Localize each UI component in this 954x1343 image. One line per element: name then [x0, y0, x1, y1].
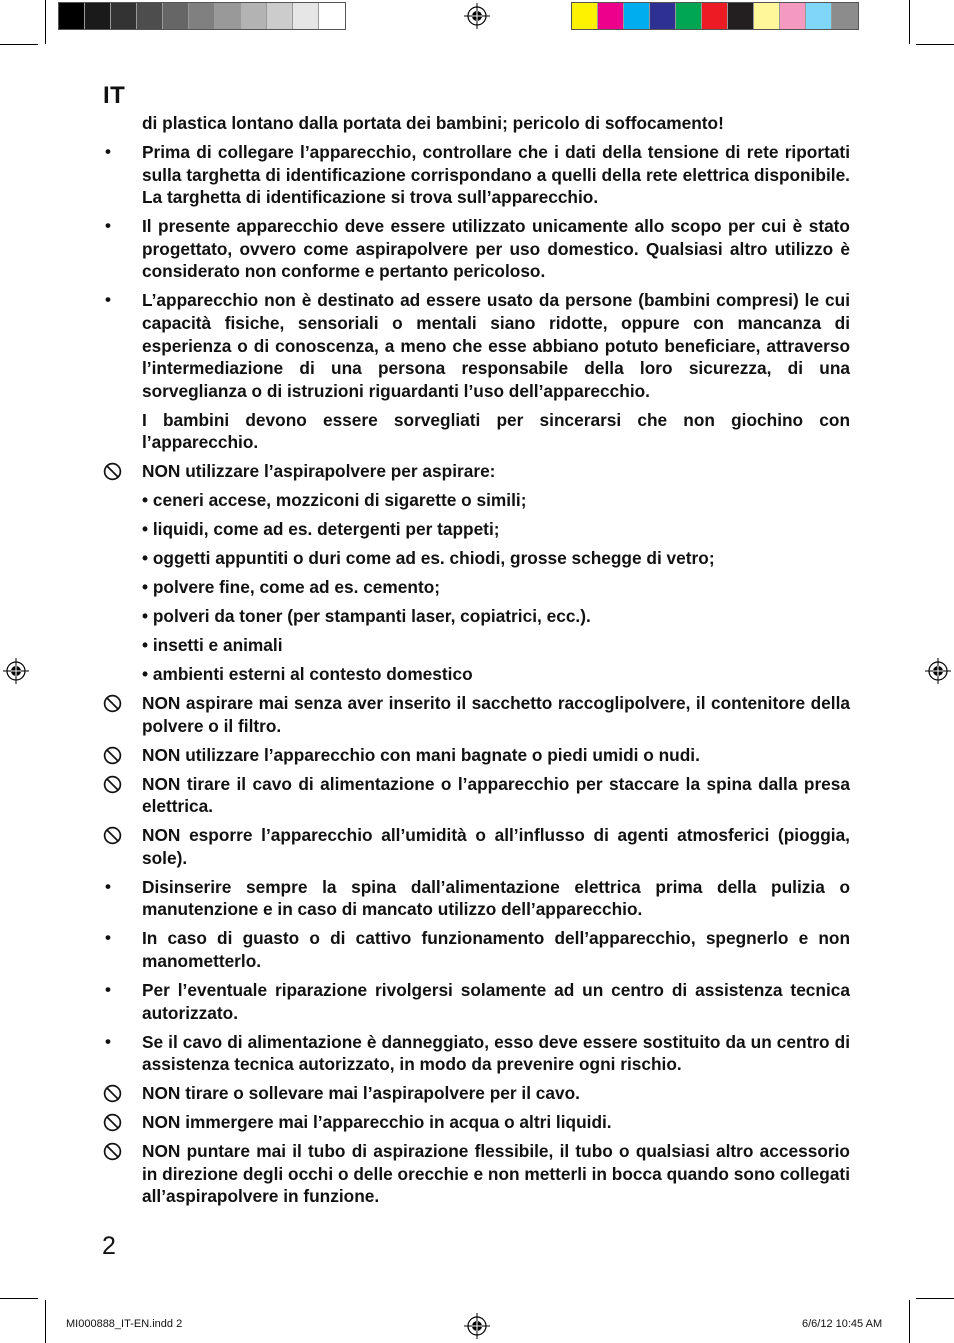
- bullet-icon: •: [105, 928, 111, 948]
- gray-swatch: [59, 3, 85, 29]
- bullet-icon: •: [105, 216, 111, 236]
- gray-swatch: [111, 3, 137, 29]
- bullet-item: [102, 141, 850, 209]
- item-text: NON puntare mai il tubo di aspirazione flessibile, il tubo o qualsiasi altro accessorio in direzione degli occhi o delle orecchie e non metterli in bocca quando sono collegati all’aspirapolvere in funzione.: [142, 1141, 850, 1207]
- gray-swatch: [163, 3, 189, 29]
- process-swatch: [780, 3, 806, 29]
- item-text: Prima di collegare l’apparecchio, controllare che i dati della tensione di rete riportati sulla targhetta di identificazione corrispondano a quelli della rete elettrica disponibile. La targhetta di identificazione si trova sull’apparecchio.: [142, 141, 850, 208]
- gray-swatch: [241, 3, 267, 29]
- item-text: • ceneri accese, mozziconi di sigarette o simili;: [142, 490, 527, 511]
- prohibition-icon: [103, 746, 122, 765]
- text-item: [102, 576, 850, 599]
- safety-instructions: [102, 112, 850, 1214]
- text-item: [102, 489, 850, 512]
- text-item: [102, 112, 850, 135]
- item-text: • polveri da toner (per stampanti laser, copiatrici, ecc.).: [142, 606, 591, 627]
- gray-swatch: [85, 3, 111, 29]
- footer-file-name: MI000888_IT-EN.indd 2: [66, 1318, 183, 1330]
- process-swatch: [650, 3, 676, 29]
- item-text: NON utilizzare l’aspirapolvere per aspirare:: [142, 461, 496, 482]
- crop-mark-top-right-vertical: [909, 0, 910, 44]
- process-swatch: [702, 3, 728, 29]
- process-swatch: [806, 3, 832, 29]
- gray-color-bar: [58, 2, 346, 30]
- registration-mark-top-icon: [464, 3, 490, 29]
- process-swatch: [832, 3, 858, 29]
- text-item: [102, 605, 850, 628]
- item-text: NON esporre l’apparecchio all’umidità o all’influsso di agenti atmosferici (pioggia, sole).: [142, 825, 850, 868]
- item-text: • oggetti appuntiti o duri come ad es. chiodi, grosse schegge di vetro;: [142, 548, 715, 569]
- gray-swatch: [267, 3, 293, 29]
- gray-swatch: [319, 3, 345, 29]
- text-item: [102, 518, 850, 541]
- language-code: IT: [103, 82, 126, 109]
- crop-mark-top-right-horizontal: [916, 44, 954, 45]
- crop-mark-bottom-left-vertical: [45, 1300, 46, 1343]
- gray-swatch: [293, 3, 319, 29]
- prohibition-item: [102, 1082, 850, 1105]
- prohibition-item: [102, 824, 850, 869]
- prohibition-icon: [103, 694, 122, 713]
- prohibition-item: [102, 773, 850, 818]
- bullet-item: [102, 289, 850, 402]
- prohibition-item: [102, 460, 850, 483]
- process-swatch: [598, 3, 624, 29]
- process-swatch: [572, 3, 598, 29]
- prohibition-item: [102, 1111, 850, 1134]
- process-swatch: [624, 3, 650, 29]
- bullet-icon: •: [105, 980, 111, 1000]
- bullet-icon: •: [105, 290, 111, 310]
- prohibition-icon: [103, 826, 122, 845]
- crop-mark-bottom-right-vertical: [909, 1300, 910, 1343]
- item-text: NON immergere mai l’apparecchio in acqua o altri liquidi.: [142, 1112, 612, 1133]
- item-text: • liquidi, come ad es. detergenti per tappeti;: [142, 519, 500, 540]
- item-text: NON utilizzare l’apparecchio con mani bagnate o piedi umidi o nudi.: [142, 744, 700, 765]
- gray-swatch: [189, 3, 215, 29]
- text-item: [102, 663, 850, 686]
- process-color-bar: [571, 2, 859, 30]
- item-text: di plastica lontano dalla portata dei bambini; pericolo di soffocamento!: [142, 113, 724, 133]
- prohibition-item: [102, 1140, 850, 1208]
- item-text: In caso di guasto o di cattivo funzionamento dell’apparecchio, spegnerlo e non manometterlo.: [142, 928, 850, 972]
- process-swatch: [728, 3, 754, 29]
- item-text: Il presente apparecchio deve essere utilizzato unicamente allo scopo per cui è stato progettato, ovvero come aspirapolvere per uso domestico. Qualsiasi altro utilizzo è considerato non conforme e pertanto pericoloso.: [142, 216, 850, 282]
- crop-mark-bottom-right-horizontal: [916, 1298, 954, 1299]
- crop-mark-bottom-left-horizontal: [0, 1298, 38, 1299]
- crop-mark-top-left-vertical: [45, 0, 46, 44]
- bullet-item: [102, 979, 850, 1024]
- bullet-icon: •: [105, 876, 111, 896]
- bullet-item: [102, 215, 850, 283]
- gray-swatch: [137, 3, 163, 29]
- registration-mark-left-icon: [3, 658, 29, 684]
- page-number: 2: [102, 1232, 116, 1260]
- item-text: • polvere fine, come ad es. cemento;: [142, 577, 441, 598]
- process-swatch: [676, 3, 702, 29]
- text-item: [102, 547, 850, 570]
- item-text: Per l’eventuale riparazione rivolgersi solamente ad un centro di assistenza tecnica autorizzato.: [142, 980, 850, 1023]
- registration-mark-right-icon: [925, 658, 951, 684]
- prohibition-icon: [103, 775, 122, 794]
- item-text: Se il cavo di alimentazione è danneggiato, esso deve essere sostituito da un centro di assistenza tecnica autorizzato, in modo da prevenire ogni rischio.: [142, 1031, 850, 1075]
- text-item: [102, 634, 850, 657]
- prohibition-item: [102, 744, 850, 767]
- bullet-icon: •: [105, 141, 111, 161]
- bullet-item: [102, 927, 850, 972]
- prohibition-item: [102, 692, 850, 737]
- item-text: NON tirare il cavo di alimentazione o l’apparecchio per staccare la spina dalla presa elettrica.: [142, 773, 850, 817]
- item-text: • ambienti esterni al contesto domestico: [142, 664, 473, 685]
- bullet-item: [102, 1031, 850, 1076]
- bullet-item: [102, 876, 850, 921]
- bullet-icon: •: [105, 1031, 111, 1051]
- prohibition-icon: [103, 1113, 122, 1132]
- footer-timestamp: 6/6/12 10:45 AM: [802, 1318, 883, 1330]
- item-text: I bambini devono essere sorvegliati per sincerarsi che non giochino con l’apparecchio.: [142, 409, 850, 453]
- prohibition-icon: [103, 1084, 122, 1103]
- item-text: Disinserire sempre la spina dall’alimentazione elettrica prima della pulizia o manutenzione e in caso di mancato utilizzo dell’apparecchio.: [142, 876, 850, 920]
- prohibition-icon: [103, 462, 122, 481]
- item-text: NON tirare o sollevare mai l’aspirapolvere per il cavo.: [142, 1083, 580, 1104]
- prohibition-icon: [103, 1142, 122, 1161]
- registration-mark-bottom-icon: [464, 1313, 490, 1339]
- text-item: [102, 409, 850, 454]
- crop-mark-top-left-horizontal: [0, 44, 38, 45]
- gray-swatch: [215, 3, 241, 29]
- process-swatch: [754, 3, 780, 29]
- item-text: • insetti e animali: [142, 635, 283, 656]
- item-text: NON aspirare mai senza aver inserito il sacchetto raccoglipolvere, il contenitore della polvere o il filtro.: [142, 693, 850, 736]
- item-text: L’apparecchio non è destinato ad essere usato da persone (bambini compresi) le cui capacità fisiche, sensoriali o mentali siano ridotte, oppure con mancanza di esperienza o di conoscenza, a meno che esse abbiano potuto beneficiare, attraverso l’intermediazione di una persona responsabile della loro sicurezza, di una sorveglianza o di istruzioni riguardanti l’uso dell’apparecchio.: [142, 290, 850, 401]
